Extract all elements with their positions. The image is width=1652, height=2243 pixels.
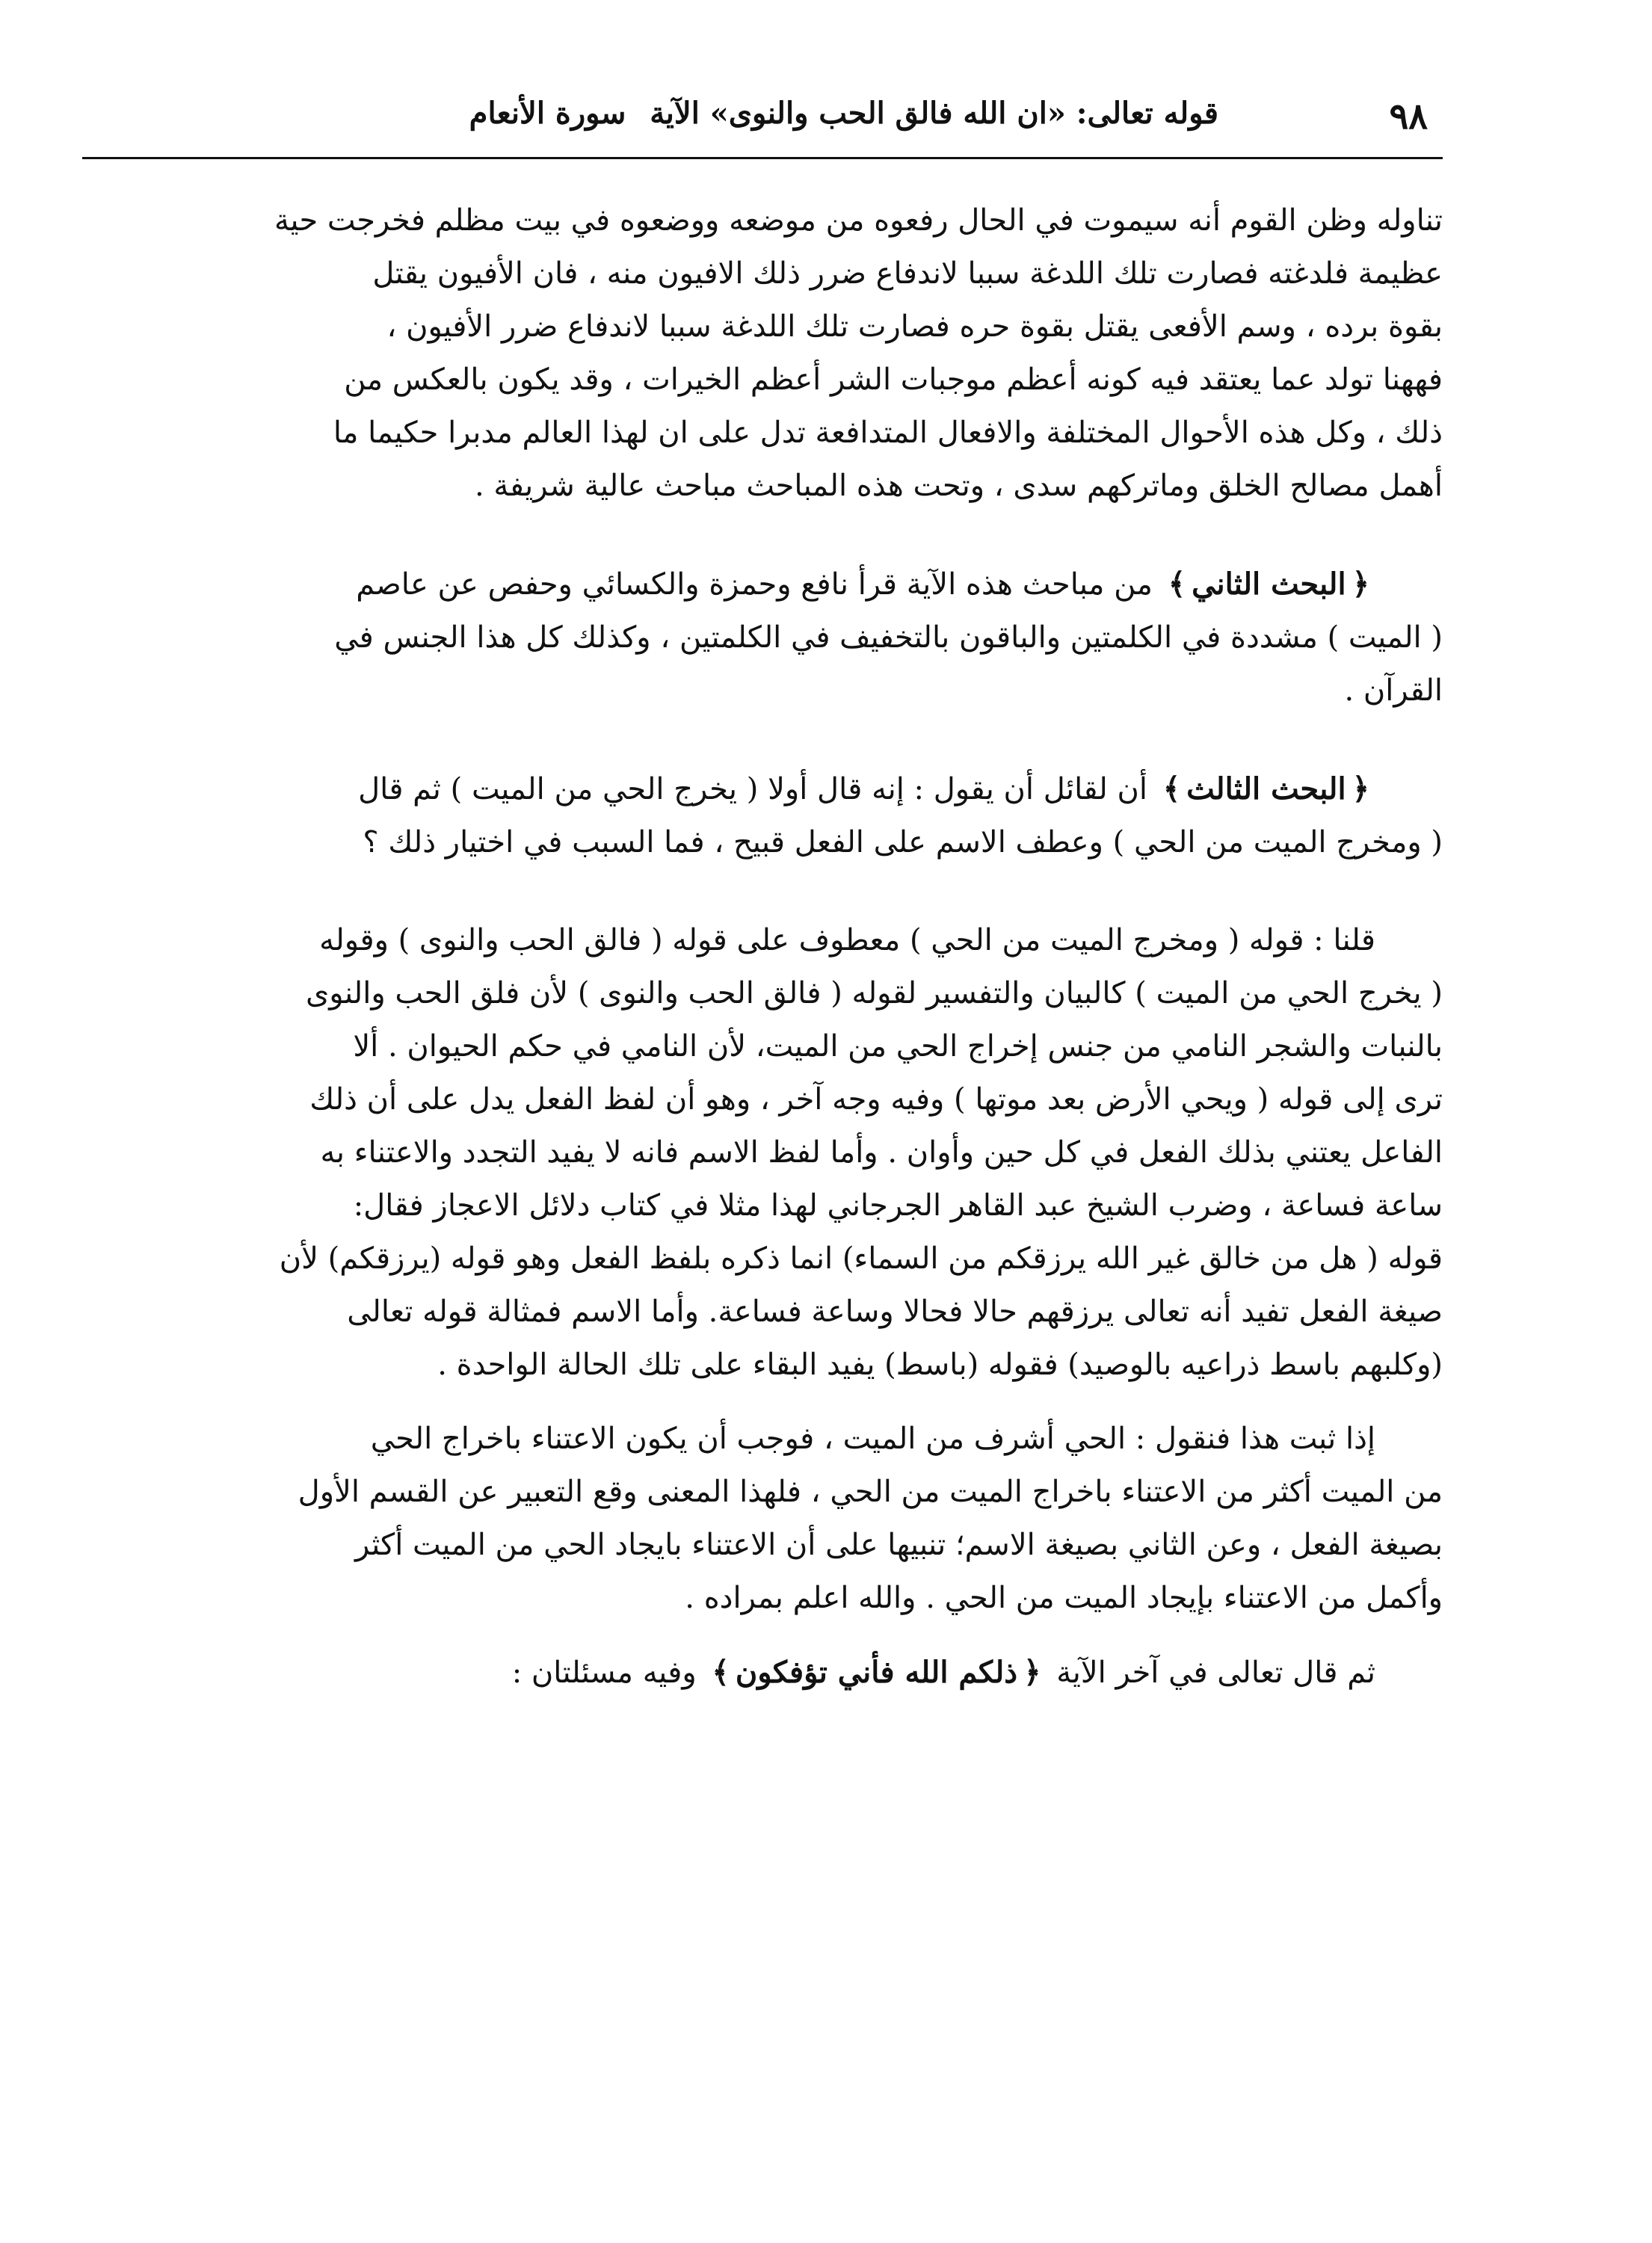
text-line: ( الميت ) مشددة في الكلمتين والباقون بالتخفيف في الكلمتين ، وكذلك كل هذا الجنس في (334, 620, 1443, 655)
paragraph-answer (82, 914, 1443, 1392)
text-line: الفاعل يعتني بذلك الفعل في كل حين وأوان . وأما لفظ الاسم فانه لا يفيد التجدد والاعتناء به (320, 1135, 1443, 1170)
text-line (82, 1646, 1443, 1700)
text-line: القرآن . (1344, 673, 1443, 708)
text-line: (وكلبهم باسط ذراعيه بالوصيد) فقوله (باسط) يفيد البقاء على تلك الحالة الواحدة . (437, 1348, 1443, 1382)
text-line: تناوله وظن القوم أنه سيموت في الحال رفعوه من موضعه ووضعوه في بيت مظلم فخرجت حية (274, 203, 1443, 238)
final-before: ثم قال تعالى في آخر الآية (1056, 1656, 1375, 1690)
page-header (82, 82, 1443, 159)
final-after: وفيه مسئلتان : (511, 1656, 697, 1690)
page (82, 82, 1443, 2190)
text-line: عظيمة فلدغته فصارت تلك اللدغة سببا لاندفاع ضرر ذلك الافيون منه ، فان الأفيون يقتل (372, 256, 1443, 291)
section-heading-second: البحث الثاني (1192, 567, 1346, 602)
text-line (82, 762, 1443, 816)
text-line (82, 558, 1443, 611)
text-line: إذا ثبت هذا فنقول : الحي أشرف من الميت ، فوجب أن يكون الاعتناء باخراج الحي (370, 1422, 1375, 1456)
text-line: من الميت أكثر من الاعتناء باخراج الميت من الحي ، فلهذا المعنى وقع التعبير عن القسم الأول (298, 1475, 1443, 1509)
text-line: قلنا : قوله ( ومخرج الميت من الحي ) معطوف على قوله ( فالق الحب والنوى ) وقوله (319, 923, 1375, 957)
ornament-close: ﴾ (1168, 567, 1186, 602)
text-line: ( يخرج الحي من الميت ) كالبيان والتفسير لقوله ( فالق الحب والنوى ) لأن فلق الحب والنوى (306, 976, 1443, 1011)
paragraph-intro (82, 194, 1443, 513)
text-line: بالنبات والشجر النامي من جنس إخراج الحي من الميت، لأن النامي في حكم الحيوان . ألا (353, 1029, 1443, 1064)
text-line: قوله ( هل من خالق غير الله يرزقكم من السماء) انما ذكره بلفظ الفعل وهو قوله (يرزقكم) لأن (279, 1241, 1443, 1276)
running-title-verse: قوله تعالى: «ان الله فالق الحب والنوى» الآية (650, 96, 1218, 131)
ornament-close: ﴾ (712, 1655, 730, 1690)
text-line: فههنا تولد عما يعتقد فيه كونه أعظم موجبات الشر أعظم الخيرات ، وقد يكون بالعكس من (344, 362, 1443, 397)
paragraph-second-topic (82, 558, 1443, 718)
running-title (469, 96, 1218, 131)
ornament-open: ﴿ (1352, 771, 1369, 806)
quranic-quote: ذلكم الله فأني تؤفكون (735, 1655, 1018, 1690)
text-line: أهمل مصالح الخلق وماتركهم سدى ، وتحت هذه المباحث مباحث عالية شريفة . (474, 469, 1443, 503)
page-number: ٩٨ (1389, 96, 1428, 138)
text-line: ( ومخرج الميت من الحي ) وعطف الاسم على الفعل قبيح ، فما السبب في اختيار ذلك ؟ (363, 825, 1443, 860)
text-line: صيغة الفعل تفيد أنه تعالى يرزقهم حالا فحالا وساعة فساعة. وأما الاسم فمثالة قوله تعالى (347, 1295, 1443, 1329)
text-line: بصيغة الفعل ، وعن الثاني بصيغة الاسم؛ تنبيها على أن الاعتناء بايجاد الحي من الميت أكثر (355, 1528, 1443, 1562)
text-line: ساعة فساعة ، وضرب الشيخ عبد القاهر الجرجاني لهذا مثلا في كتاب دلائل الاعجاز فقال: (353, 1188, 1443, 1223)
text-line-content: أن لقائل أن يقول : إنه قال أولا ( يخرج الحي من الميت ) ثم قال (358, 772, 1147, 806)
text-line-content: من مباحث هذه الآية قرأ نافع وحمزة والكسائي وحفص عن عاصم (356, 567, 1153, 602)
main-text (82, 194, 1443, 1700)
text-line: وأكمل من الاعتناء بإيجاد الميت من الحي . والله اعلم بمراده . (685, 1581, 1443, 1615)
paragraph-final (82, 1646, 1443, 1700)
paragraph-conclusion (82, 1413, 1443, 1625)
text-line: ذلك ، وكل هذه الأحوال المختلفة والافعال المتدافعة تدل على ان لهذا العالم مدبرا حكيما ما (333, 416, 1443, 450)
paragraph-third-topic (82, 762, 1443, 869)
text-line: ترى إلى قوله ( ويحي الأرض بعد موتها ) وفيه وجه آخر ، وهو أن لفظ الفعل يدل على أن ذلك (309, 1082, 1443, 1117)
ornament-open: ﴿ (1352, 567, 1369, 602)
ornament-close: ﴾ (1162, 771, 1181, 806)
section-heading-third: البحث الثالث (1186, 771, 1346, 806)
text-line: بقوة برده ، وسم الأفعى يقتل بقوة حره فصارت تلك اللدغة سببا لاندفاع ضرر الأفيون ، (386, 309, 1443, 344)
ornament-open: ﴿ (1023, 1655, 1041, 1690)
surah-name: سورة الأنعام (469, 96, 626, 131)
